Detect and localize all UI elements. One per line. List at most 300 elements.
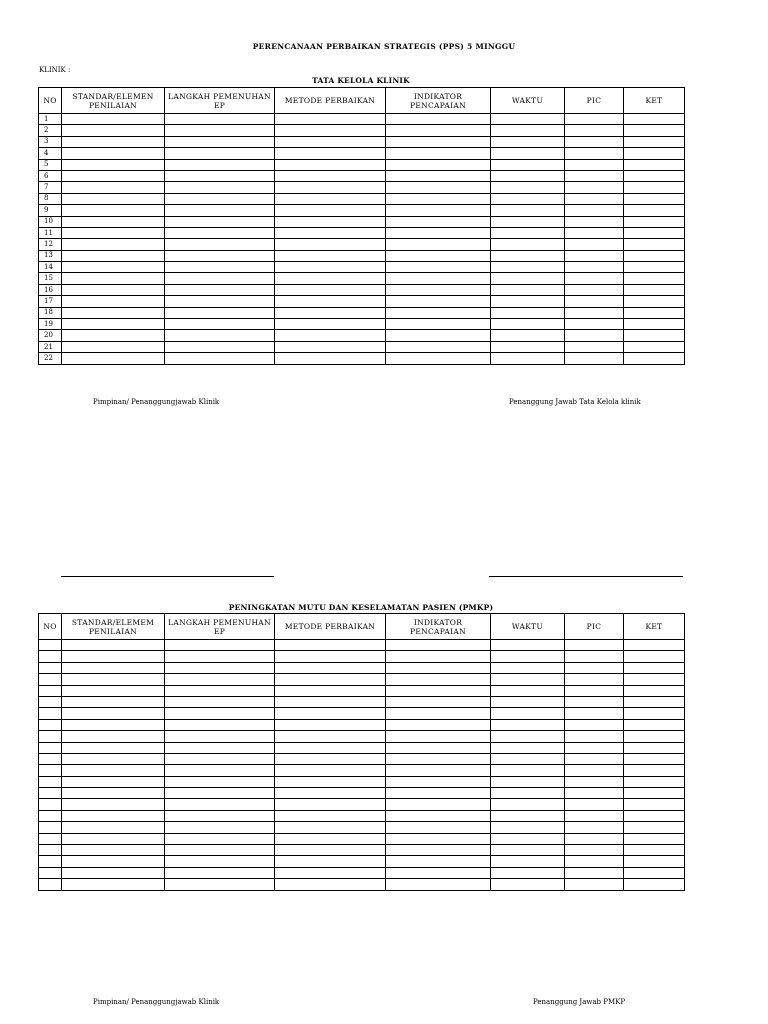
table-cell[interactable]	[565, 651, 624, 662]
table-cell[interactable]	[624, 136, 685, 147]
table-cell[interactable]	[62, 719, 165, 730]
table-cell[interactable]	[165, 662, 275, 673]
table-cell[interactable]	[62, 753, 165, 764]
table-cell[interactable]	[165, 148, 275, 159]
table-cell[interactable]	[275, 856, 386, 867]
table-cell[interactable]	[275, 810, 386, 821]
table-cell[interactable]	[275, 341, 386, 352]
table-cell[interactable]	[624, 822, 685, 833]
table-cell[interactable]	[491, 867, 565, 878]
table-cell[interactable]	[386, 330, 491, 341]
table-cell[interactable]	[386, 273, 491, 284]
table-cell[interactable]	[624, 148, 685, 159]
table-cell[interactable]	[62, 879, 165, 890]
table-cell[interactable]	[386, 674, 491, 685]
table-cell[interactable]	[62, 148, 165, 159]
table-cell[interactable]	[624, 250, 685, 261]
table-cell[interactable]	[491, 810, 565, 821]
table-cell[interactable]	[165, 856, 275, 867]
table-cell[interactable]	[624, 753, 685, 764]
table-cell[interactable]	[491, 696, 565, 707]
table-cell[interactable]	[491, 685, 565, 696]
table-cell[interactable]	[275, 170, 386, 181]
table-cell[interactable]	[491, 273, 565, 284]
table-cell[interactable]	[624, 193, 685, 204]
table-cell[interactable]	[165, 182, 275, 193]
table-cell[interactable]	[565, 159, 624, 170]
table-cell[interactable]	[275, 719, 386, 730]
table-cell[interactable]	[624, 776, 685, 787]
table-cell[interactable]	[624, 810, 685, 821]
table-cell[interactable]	[624, 227, 685, 238]
table-cell[interactable]	[565, 640, 624, 651]
table-cell[interactable]	[62, 319, 165, 330]
table-cell[interactable]	[275, 799, 386, 810]
table-cell[interactable]	[491, 879, 565, 890]
table-cell[interactable]	[565, 879, 624, 890]
table-cell[interactable]	[165, 810, 275, 821]
table-cell[interactable]	[624, 788, 685, 799]
table-cell[interactable]	[275, 182, 386, 193]
table-cell[interactable]	[565, 227, 624, 238]
table-cell[interactable]	[165, 159, 275, 170]
table-cell[interactable]	[624, 284, 685, 295]
table-cell[interactable]	[565, 319, 624, 330]
table-cell[interactable]	[386, 696, 491, 707]
table-cell[interactable]	[62, 640, 165, 651]
table-cell[interactable]	[386, 205, 491, 216]
table-cell[interactable]	[386, 742, 491, 753]
table-cell[interactable]	[62, 193, 165, 204]
table-cell[interactable]	[386, 250, 491, 261]
table-cell[interactable]	[165, 341, 275, 352]
table-cell[interactable]	[624, 341, 685, 352]
table-cell[interactable]	[275, 296, 386, 307]
table-cell[interactable]	[275, 262, 386, 273]
table-cell[interactable]	[491, 159, 565, 170]
table-cell[interactable]	[624, 833, 685, 844]
table-cell[interactable]	[491, 353, 565, 364]
table-cell[interactable]	[565, 788, 624, 799]
table-cell[interactable]	[62, 170, 165, 181]
table-cell[interactable]	[386, 193, 491, 204]
table-cell[interactable]	[386, 136, 491, 147]
table-cell[interactable]	[491, 193, 565, 204]
table-cell[interactable]	[565, 262, 624, 273]
table-cell[interactable]	[165, 845, 275, 856]
table-cell[interactable]	[62, 239, 165, 250]
table-cell[interactable]	[624, 685, 685, 696]
table-cell[interactable]	[165, 353, 275, 364]
table-cell[interactable]	[386, 799, 491, 810]
table-cell[interactable]	[275, 205, 386, 216]
table-cell[interactable]	[491, 239, 565, 250]
table-cell[interactable]	[491, 307, 565, 318]
table-cell[interactable]	[491, 284, 565, 295]
table-cell[interactable]	[624, 216, 685, 227]
table-cell[interactable]	[165, 719, 275, 730]
table-cell[interactable]	[275, 216, 386, 227]
table-cell[interactable]	[491, 250, 565, 261]
table-cell[interactable]	[565, 353, 624, 364]
table-cell[interactable]	[491, 205, 565, 216]
table-cell[interactable]	[165, 833, 275, 844]
table-cell[interactable]	[565, 765, 624, 776]
table-cell[interactable]	[565, 742, 624, 753]
table-cell[interactable]	[491, 296, 565, 307]
table-cell[interactable]	[165, 136, 275, 147]
table-cell[interactable]	[386, 719, 491, 730]
table-cell[interactable]	[565, 170, 624, 181]
table-cell[interactable]	[491, 856, 565, 867]
table-cell[interactable]	[491, 182, 565, 193]
table-cell[interactable]	[165, 193, 275, 204]
table-cell[interactable]	[491, 776, 565, 787]
table-cell[interactable]	[386, 662, 491, 673]
table-cell[interactable]	[565, 250, 624, 261]
table-cell[interactable]	[565, 330, 624, 341]
table-cell[interactable]	[275, 662, 386, 673]
table-cell[interactable]	[386, 114, 491, 125]
table-cell[interactable]	[386, 216, 491, 227]
table-cell[interactable]	[624, 205, 685, 216]
table-cell[interactable]	[624, 159, 685, 170]
table-cell[interactable]	[491, 765, 565, 776]
table-cell[interactable]	[624, 307, 685, 318]
table-cell[interactable]	[62, 856, 165, 867]
table-cell[interactable]	[386, 867, 491, 878]
table-cell[interactable]	[165, 330, 275, 341]
table-cell[interactable]	[386, 159, 491, 170]
table-cell[interactable]	[624, 674, 685, 685]
table-cell[interactable]	[565, 799, 624, 810]
table-cell[interactable]	[62, 833, 165, 844]
table-cell[interactable]	[275, 640, 386, 651]
table-cell[interactable]	[62, 810, 165, 821]
table-cell[interactable]	[386, 284, 491, 295]
table-cell[interactable]	[386, 788, 491, 799]
table-cell[interactable]	[491, 330, 565, 341]
table-cell[interactable]	[386, 731, 491, 742]
table-cell[interactable]	[165, 731, 275, 742]
table-cell[interactable]	[62, 159, 165, 170]
table-cell[interactable]	[62, 685, 165, 696]
table-cell[interactable]	[386, 708, 491, 719]
table-cell[interactable]	[386, 353, 491, 364]
table-cell[interactable]	[624, 170, 685, 181]
table-cell[interactable]	[624, 273, 685, 284]
table-cell[interactable]	[386, 227, 491, 238]
table-cell[interactable]	[165, 651, 275, 662]
table-cell[interactable]	[62, 651, 165, 662]
table-cell[interactable]	[62, 125, 165, 136]
table-cell[interactable]	[386, 296, 491, 307]
table-cell[interactable]	[565, 696, 624, 707]
table-cell[interactable]	[62, 136, 165, 147]
table-cell[interactable]	[565, 284, 624, 295]
table-cell[interactable]	[386, 822, 491, 833]
table-cell[interactable]	[491, 662, 565, 673]
table-cell[interactable]	[491, 788, 565, 799]
table-cell[interactable]	[491, 719, 565, 730]
table-cell[interactable]	[491, 708, 565, 719]
table-cell[interactable]	[565, 845, 624, 856]
table-cell[interactable]	[386, 341, 491, 352]
table-cell[interactable]	[165, 640, 275, 651]
table-cell[interactable]	[62, 353, 165, 364]
table-cell[interactable]	[565, 810, 624, 821]
table-cell[interactable]	[491, 799, 565, 810]
table-cell[interactable]	[491, 833, 565, 844]
table-cell[interactable]	[624, 114, 685, 125]
table-cell[interactable]	[275, 753, 386, 764]
table-cell[interactable]	[491, 136, 565, 147]
table-cell[interactable]	[62, 227, 165, 238]
table-cell[interactable]	[491, 216, 565, 227]
table-cell[interactable]	[275, 284, 386, 295]
table-cell[interactable]	[565, 125, 624, 136]
table-cell[interactable]	[165, 205, 275, 216]
table-cell[interactable]	[624, 296, 685, 307]
table-cell[interactable]	[62, 114, 165, 125]
table-cell[interactable]	[491, 262, 565, 273]
table-cell[interactable]	[565, 674, 624, 685]
table-cell[interactable]	[165, 799, 275, 810]
table-cell[interactable]	[62, 307, 165, 318]
table-cell[interactable]	[275, 273, 386, 284]
table-cell[interactable]	[565, 822, 624, 833]
table-cell[interactable]	[62, 696, 165, 707]
table-cell[interactable]	[386, 319, 491, 330]
table-cell[interactable]	[275, 136, 386, 147]
table-cell[interactable]	[565, 731, 624, 742]
table-cell[interactable]	[165, 239, 275, 250]
table-cell[interactable]	[624, 640, 685, 651]
table-cell[interactable]	[386, 833, 491, 844]
table-cell[interactable]	[62, 822, 165, 833]
table-cell[interactable]	[386, 845, 491, 856]
table-cell[interactable]	[624, 879, 685, 890]
table-cell[interactable]	[165, 685, 275, 696]
table-cell[interactable]	[165, 114, 275, 125]
table-cell[interactable]	[624, 319, 685, 330]
table-cell[interactable]	[165, 170, 275, 181]
table-cell[interactable]	[624, 651, 685, 662]
table-cell[interactable]	[165, 708, 275, 719]
table-cell[interactable]	[62, 799, 165, 810]
table-cell[interactable]	[62, 742, 165, 753]
table-cell[interactable]	[491, 341, 565, 352]
table-cell[interactable]	[62, 273, 165, 284]
table-cell[interactable]	[62, 674, 165, 685]
table-cell[interactable]	[491, 319, 565, 330]
table-cell[interactable]	[165, 262, 275, 273]
table-cell[interactable]	[386, 307, 491, 318]
table-cell[interactable]	[624, 731, 685, 742]
table-cell[interactable]	[565, 719, 624, 730]
table-cell[interactable]	[165, 788, 275, 799]
table-cell[interactable]	[565, 776, 624, 787]
table-cell[interactable]	[491, 753, 565, 764]
table-cell[interactable]	[275, 833, 386, 844]
table-cell[interactable]	[275, 307, 386, 318]
table-cell[interactable]	[275, 125, 386, 136]
table-cell[interactable]	[62, 341, 165, 352]
table-cell[interactable]	[491, 822, 565, 833]
table-cell[interactable]	[275, 114, 386, 125]
table-cell[interactable]	[386, 765, 491, 776]
table-cell[interactable]	[491, 651, 565, 662]
table-cell[interactable]	[491, 845, 565, 856]
table-cell[interactable]	[275, 879, 386, 890]
table-cell[interactable]	[275, 250, 386, 261]
table-cell[interactable]	[491, 148, 565, 159]
table-cell[interactable]	[275, 696, 386, 707]
table-cell[interactable]	[491, 114, 565, 125]
table-cell[interactable]	[62, 284, 165, 295]
table-cell[interactable]	[165, 674, 275, 685]
table-cell[interactable]	[165, 284, 275, 295]
table-cell[interactable]	[624, 262, 685, 273]
table-cell[interactable]	[386, 685, 491, 696]
table-cell[interactable]	[565, 193, 624, 204]
table-cell[interactable]	[624, 867, 685, 878]
table-cell[interactable]	[62, 788, 165, 799]
table-cell[interactable]	[275, 193, 386, 204]
table-cell[interactable]	[624, 845, 685, 856]
table-cell[interactable]	[624, 662, 685, 673]
table-cell[interactable]	[565, 239, 624, 250]
table-cell[interactable]	[624, 125, 685, 136]
table-cell[interactable]	[62, 776, 165, 787]
table-cell[interactable]	[275, 227, 386, 238]
table-cell[interactable]	[624, 765, 685, 776]
table-cell[interactable]	[565, 867, 624, 878]
table-cell[interactable]	[275, 353, 386, 364]
table-cell[interactable]	[275, 685, 386, 696]
table-cell[interactable]	[386, 125, 491, 136]
table-cell[interactable]	[565, 273, 624, 284]
table-cell[interactable]	[275, 239, 386, 250]
table-cell[interactable]	[386, 170, 491, 181]
table-cell[interactable]	[386, 776, 491, 787]
table-cell[interactable]	[62, 765, 165, 776]
table-cell[interactable]	[565, 114, 624, 125]
table-cell[interactable]	[165, 753, 275, 764]
table-cell[interactable]	[275, 319, 386, 330]
table-cell[interactable]	[275, 788, 386, 799]
table-cell[interactable]	[165, 742, 275, 753]
table-cell[interactable]	[491, 125, 565, 136]
table-cell[interactable]	[165, 319, 275, 330]
table-cell[interactable]	[165, 867, 275, 878]
table-cell[interactable]	[62, 662, 165, 673]
table-cell[interactable]	[565, 856, 624, 867]
table-cell[interactable]	[275, 651, 386, 662]
table-cell[interactable]	[275, 330, 386, 341]
table-cell[interactable]	[565, 685, 624, 696]
table-cell[interactable]	[275, 674, 386, 685]
table-cell[interactable]	[624, 696, 685, 707]
table-cell[interactable]	[624, 719, 685, 730]
table-cell[interactable]	[165, 822, 275, 833]
table-cell[interactable]	[624, 239, 685, 250]
table-cell[interactable]	[62, 262, 165, 273]
table-cell[interactable]	[165, 296, 275, 307]
table-cell[interactable]	[491, 640, 565, 651]
table-cell[interactable]	[62, 216, 165, 227]
table-cell[interactable]	[386, 640, 491, 651]
table-cell[interactable]	[624, 799, 685, 810]
table-cell[interactable]	[386, 262, 491, 273]
table-cell[interactable]	[386, 182, 491, 193]
table-cell[interactable]	[62, 250, 165, 261]
table-cell[interactable]	[624, 353, 685, 364]
table-cell[interactable]	[165, 273, 275, 284]
table-cell[interactable]	[565, 182, 624, 193]
table-cell[interactable]	[62, 731, 165, 742]
table-cell[interactable]	[165, 765, 275, 776]
table-cell[interactable]	[165, 125, 275, 136]
table-cell[interactable]	[565, 341, 624, 352]
table-cell[interactable]	[386, 148, 491, 159]
table-cell[interactable]	[62, 867, 165, 878]
table-cell[interactable]	[62, 708, 165, 719]
table-cell[interactable]	[62, 330, 165, 341]
table-cell[interactable]	[386, 856, 491, 867]
table-cell[interactable]	[565, 296, 624, 307]
table-cell[interactable]	[275, 708, 386, 719]
table-cell[interactable]	[275, 148, 386, 159]
table-cell[interactable]	[275, 159, 386, 170]
table-cell[interactable]	[275, 822, 386, 833]
table-cell[interactable]	[62, 845, 165, 856]
table-cell[interactable]	[624, 856, 685, 867]
table-cell[interactable]	[62, 296, 165, 307]
table-cell[interactable]	[165, 696, 275, 707]
table-cell[interactable]	[275, 776, 386, 787]
table-cell[interactable]	[165, 307, 275, 318]
table-cell[interactable]	[491, 742, 565, 753]
table-cell[interactable]	[386, 879, 491, 890]
table-cell[interactable]	[275, 731, 386, 742]
table-cell[interactable]	[491, 731, 565, 742]
table-cell[interactable]	[565, 216, 624, 227]
table-cell[interactable]	[386, 753, 491, 764]
table-cell[interactable]	[565, 307, 624, 318]
table-cell[interactable]	[491, 170, 565, 181]
table-cell[interactable]	[565, 708, 624, 719]
table-cell[interactable]	[386, 651, 491, 662]
table-cell[interactable]	[624, 182, 685, 193]
table-cell[interactable]	[386, 239, 491, 250]
table-cell[interactable]	[275, 742, 386, 753]
table-cell[interactable]	[491, 674, 565, 685]
table-cell[interactable]	[565, 148, 624, 159]
table-cell[interactable]	[565, 205, 624, 216]
table-cell[interactable]	[165, 879, 275, 890]
table-cell[interactable]	[62, 182, 165, 193]
table-cell[interactable]	[491, 227, 565, 238]
table-cell[interactable]	[565, 136, 624, 147]
table-cell[interactable]	[165, 776, 275, 787]
table-cell[interactable]	[62, 205, 165, 216]
table-cell[interactable]	[565, 753, 624, 764]
table-cell[interactable]	[165, 227, 275, 238]
table-cell[interactable]	[165, 216, 275, 227]
table-cell[interactable]	[624, 742, 685, 753]
table-cell[interactable]	[624, 708, 685, 719]
